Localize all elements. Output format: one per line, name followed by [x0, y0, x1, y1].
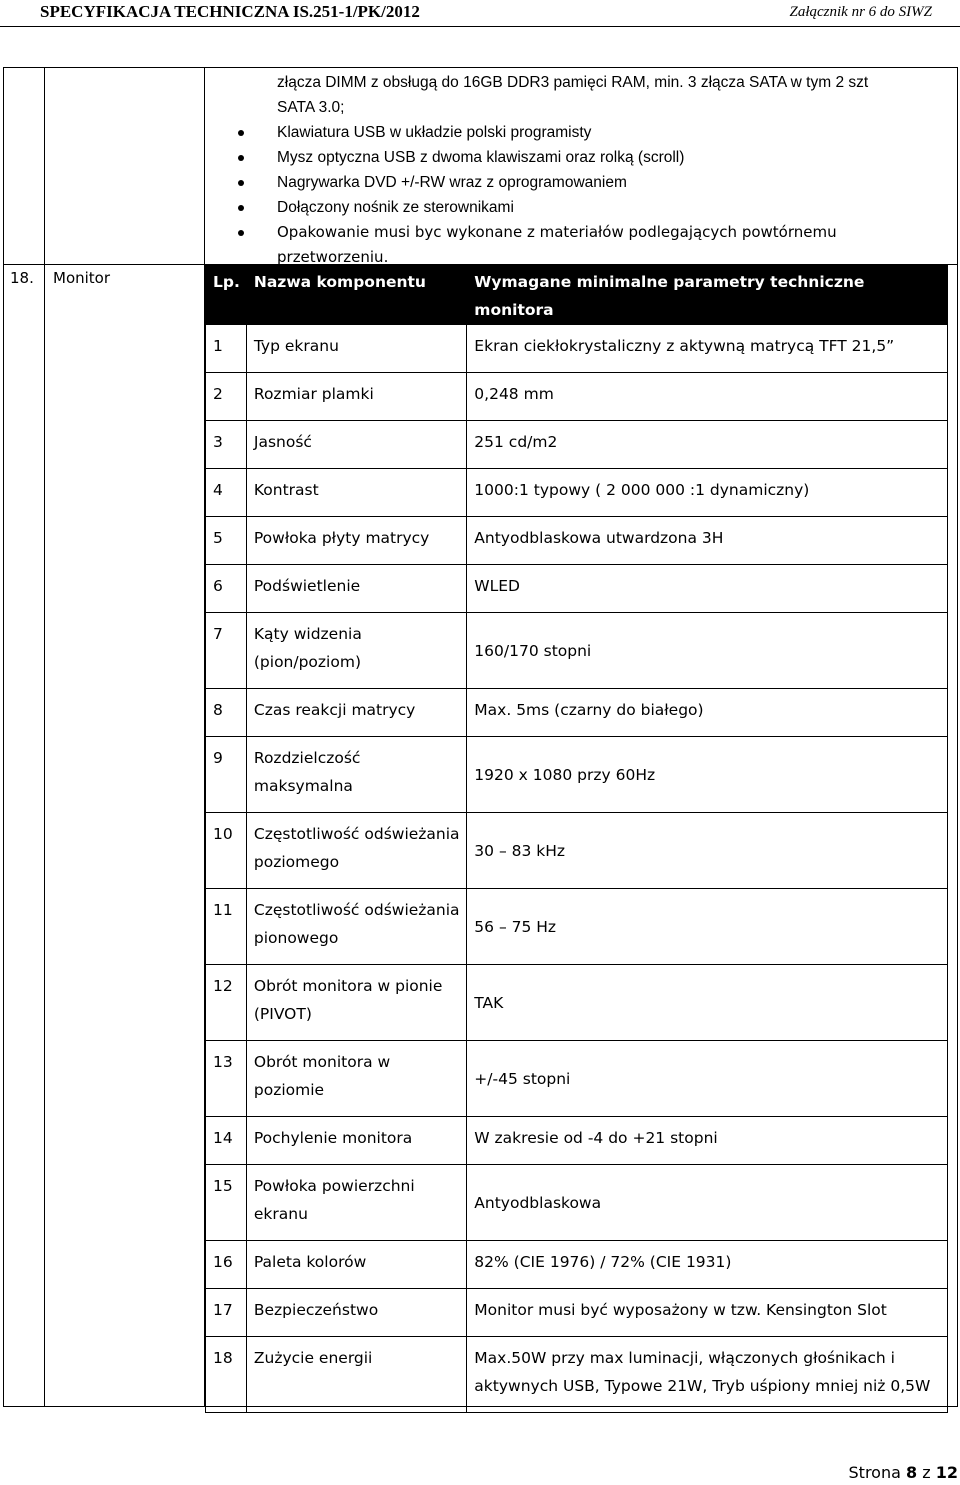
table-row [206, 1241, 948, 1289]
cell-lp: 17 [206, 1289, 247, 1337]
page-header [0, 0, 960, 24]
cell-value: Max. 5ms (czarny do białego) [467, 689, 948, 737]
cell-value: 56 – 75 Hz [467, 889, 948, 965]
current-page: 8 [906, 1463, 918, 1482]
table-row [206, 1289, 948, 1337]
cell-lp: 15 [206, 1165, 247, 1241]
cell-value: +/-45 stopni [467, 1041, 948, 1117]
cell-component: Częstotliwość odświeżania pionowego [246, 889, 466, 965]
page-number [849, 1463, 958, 1482]
monitor-spec-table [205, 265, 948, 1413]
cell-lp: 10 [206, 813, 247, 889]
cell-component: Powłoka płyty matrycy [246, 517, 466, 565]
cell-component: Częstotliwość odświeżania poziomego [246, 813, 466, 889]
cell-component: Kąty widzenia (pion/poziom) [246, 613, 466, 689]
cell-value: Antyodblaskowa [467, 1165, 948, 1241]
cell-lp: 2 [206, 373, 247, 421]
table-row [206, 1337, 948, 1413]
cell-value: 1920 x 1080 przy 60Hz [467, 737, 948, 813]
bullet-line: przetworzeniu. [277, 248, 389, 266]
cell-value: 0,248 mm [467, 373, 948, 421]
bullet-line: Opakowanie musi byc wykonane z materiałów podlegających powtórnemu [229, 220, 949, 245]
cell-component: Rozdzielczość maksymalna [246, 737, 466, 813]
cell-value: Max.50W przy max luminacji, włączonych głośnikach i aktywnych USB, Typowe 21W, Tryb uśpiony mniej niż 0,5W [467, 1337, 948, 1413]
cell-component: Pochylenie monitora [246, 1117, 466, 1165]
cell-value: Ekran ciekłokrystaliczny z aktywną matrycą TFT 21,5” [467, 325, 948, 373]
cell-lp: 18 [206, 1337, 247, 1413]
table-row [206, 965, 948, 1041]
cell-lp: 5 [206, 517, 247, 565]
cell-component: Obrót monitora w poziomie [246, 1041, 466, 1117]
cell-value: Monitor musi być wyposażony w tzw. Kensington Slot [467, 1289, 948, 1337]
cell-component: Rozmiar plamki [246, 373, 466, 421]
cell-value: TAK [467, 965, 948, 1041]
cell-lp: 12 [206, 965, 247, 1041]
cell-component: Obrót monitora w pionie (PIVOT) [246, 965, 466, 1041]
cell-component: Typ ekranu [246, 325, 466, 373]
cell-value: WLED [467, 565, 948, 613]
cell-lp: 13 [206, 1041, 247, 1117]
document-title: SPECYFIKACJA TECHNICZNA IS.251-1/PK/2012 [40, 2, 420, 21]
total-pages: 12 [935, 1463, 958, 1482]
cell-lp: 14 [206, 1117, 247, 1165]
item-number: 18. [10, 269, 34, 287]
header-component: Nazwa komponentu [246, 266, 466, 325]
table-row [206, 469, 948, 517]
table-row [206, 1165, 948, 1241]
cell-value: 1000:1 typowy ( 2 000 000 :1 dynamiczny) [467, 469, 948, 517]
table-header-row [206, 266, 948, 325]
bullet-line: Dołączony nośnik ze sterownikami [229, 195, 949, 220]
cell-lp: 4 [206, 469, 247, 517]
cell-component: Paleta kolorów [246, 1241, 466, 1289]
cell-lp: 6 [206, 565, 247, 613]
table-row [206, 689, 948, 737]
table-row [206, 373, 948, 421]
table-row [206, 1041, 948, 1117]
cell-component: Powłoka powierzchni ekranu [246, 1165, 466, 1241]
bullet-line: Mysz optyczna USB z dwoma klawiszami oraz rolką (scroll) [229, 145, 949, 170]
table-row [206, 889, 948, 965]
table-row [206, 517, 948, 565]
bullet-line: SATA 3.0; [277, 99, 345, 116]
table-row [206, 421, 948, 469]
table-row [206, 613, 948, 689]
item-name: Monitor [53, 269, 111, 287]
cell-lp: 9 [206, 737, 247, 813]
cell-component: Zużycie energii [246, 1337, 466, 1413]
cell-component: Podświetlenie [246, 565, 466, 613]
cell-value: 82% (CIE 1976) / 72% (CIE 1931) [467, 1241, 948, 1289]
page-label: Strona [848, 1463, 901, 1482]
cell-lp: 8 [206, 689, 247, 737]
table-row [206, 813, 948, 889]
header-lp: Lp. [206, 266, 247, 325]
bullet-line: złącza DIMM z obsługą do 16GB DDR3 pamięci RAM, min. 3 złącza SATA w tym 2 szt [277, 74, 869, 91]
cell-lp: 7 [206, 613, 247, 689]
previous-item-bullet-list [229, 70, 949, 270]
table-row [206, 565, 948, 613]
table-row [206, 737, 948, 813]
attachment-label: Załącznik nr 6 do SIWZ [789, 4, 932, 20]
cell-component: Bezpieczeństwo [246, 1289, 466, 1337]
cell-value: Antyodblaskowa utwardzona 3H [467, 517, 948, 565]
cell-component: Jasność [246, 421, 466, 469]
header-divider [0, 26, 960, 27]
cell-value: 160/170 stopni [467, 613, 948, 689]
cell-component: Czas reakcji matrycy [246, 689, 466, 737]
cell-value: 251 cd/m2 [467, 421, 948, 469]
cell-lp: 1 [206, 325, 247, 373]
bullet-line: Nagrywarka DVD +/-RW wraz z oprogramowaniem [229, 170, 949, 195]
cell-lp: 11 [206, 889, 247, 965]
cell-value: 30 – 83 kHz [467, 813, 948, 889]
outer-column-divider-1 [44, 67, 45, 1406]
cell-lp: 3 [206, 421, 247, 469]
bullet-line: Klawiatura USB w układzie polski programisty [229, 120, 949, 145]
header-params: Wymagane minimalne parametry techniczne monitora [467, 266, 948, 325]
cell-component: Kontrast [246, 469, 466, 517]
cell-value: W zakresie od -4 do +21 stopni [467, 1117, 948, 1165]
page-of: z [922, 1463, 931, 1482]
cell-lp: 16 [206, 1241, 247, 1289]
table-row [206, 325, 948, 373]
table-row [206, 1117, 948, 1165]
